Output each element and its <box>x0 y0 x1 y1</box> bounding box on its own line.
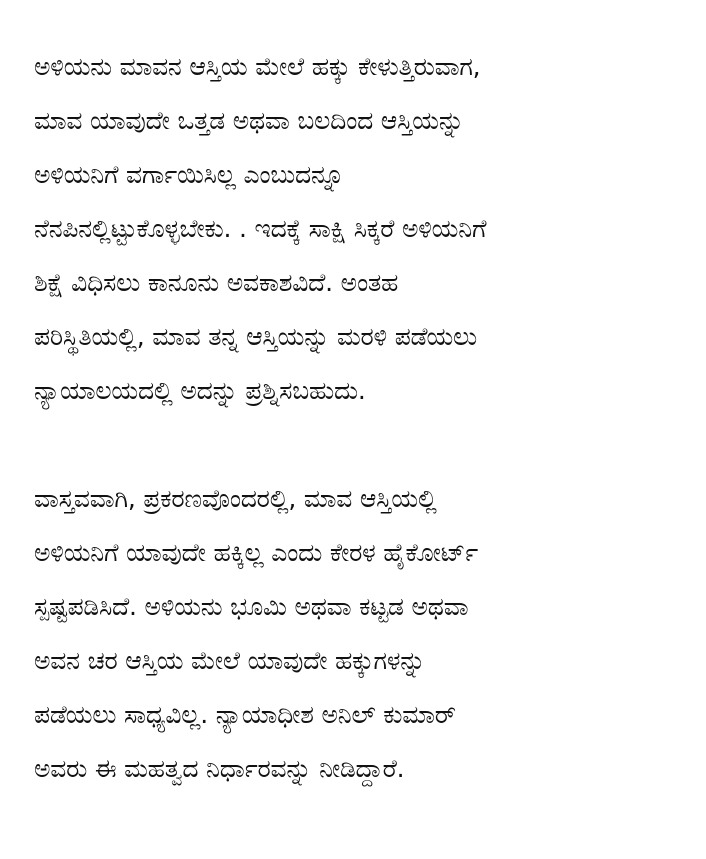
paragraph-line: ನ್ಯಾಯಾಲಯದಲ್ಲಿ ಅದನ್ನು ಪ್ರಶ್ನಿಸಬಹುದು. <box>34 376 366 405</box>
paragraph-1 <box>34 40 676 418</box>
paragraph-line: ಅವರು ಈ ಮಹತ್ವದ ನಿರ್ಧಾರವನ್ನು ನೀಡಿದ್ದಾರೆ. <box>34 754 405 783</box>
paragraph-line: ಅವನ ಚರ ಆಸ್ತಿಯ ಮೇಲೆ ಯಾವುದೇ ಹಕ್ಕುಗಳನ್ನು <box>34 646 426 675</box>
paragraph-line: ಶಿಕ್ಷೆ ವಿಧಿಸಲು ಕಾನೂನು ಅವಕಾಶವಿದೆ. ಅಂತಹ <box>34 268 399 297</box>
paragraph-line: ನೆನಪಿನಲ್ಲಿಟ್ಟುಕೊಳ್ಳಬೇಕು. . ಇದಕ್ಕೆ ಸಾಕ್ಷಿ ಸಿಕ್ಕರೆ ಅಳಿಯನಿಗೆ <box>34 214 487 243</box>
paragraph-line: ವಾಸ್ತವವಾಗಿ, ಪ್ರಕರಣವೊಂದರಲ್ಲಿ, ಮಾವ ಆಸ್ತಿಯಲ್ಲಿ <box>34 484 437 513</box>
paragraph-line: ಅಳಿಯನು ಮಾವನ ಆಸ್ತಿಯ ಮೇಲೆ ಹಕ್ಕು ಕೇಳುತ್ತಿರುವಾಗ, <box>34 52 481 81</box>
paragraph-line: ಅಳಿಯನಿಗೆ ವರ್ಗಾಯಿಸಿಲ್ಲ ಎಂಬುದನ್ನೂ <box>34 160 345 189</box>
paragraph-line: ಮಾವ ಯಾವುದೇ ಒತ್ತಡ ಅಥವಾ ಬಲದಿಂದ ಆಸ್ತಿಯನ್ನು <box>34 106 464 135</box>
paragraph-line: ಪಡೆಯಲು ಸಾಧ್ಯವಿಲ್ಲ. ನ್ಯಾಯಾಧೀಶ ಅನಿಲ್ ಕುಮಾರ್ <box>34 700 456 729</box>
paragraph-2 <box>34 472 676 796</box>
paragraph-line: ಸ್ಪಷ್ಟಪಡಿಸಿದೆ. ಅಳಿಯನು ಭೂಮಿ ಅಥವಾ ಕಟ್ಟಡ ಅಥವಾ <box>34 592 469 621</box>
paragraph-line: ಅಳಿಯನಿಗೆ ಯಾವುದೇ ಹಕ್ಕಿಲ್ಲ ಎಂದು ಕೇರಳ ಹೈಕೋರ್ಟ್ <box>34 538 478 567</box>
paragraph-line: ಪರಿಸ್ಥಿತಿಯಲ್ಲಿ, ಮಾವ ತನ್ನ ಆಸ್ತಿಯನ್ನು ಮರಳಿ ಪಡೆಯಲು <box>34 322 478 351</box>
